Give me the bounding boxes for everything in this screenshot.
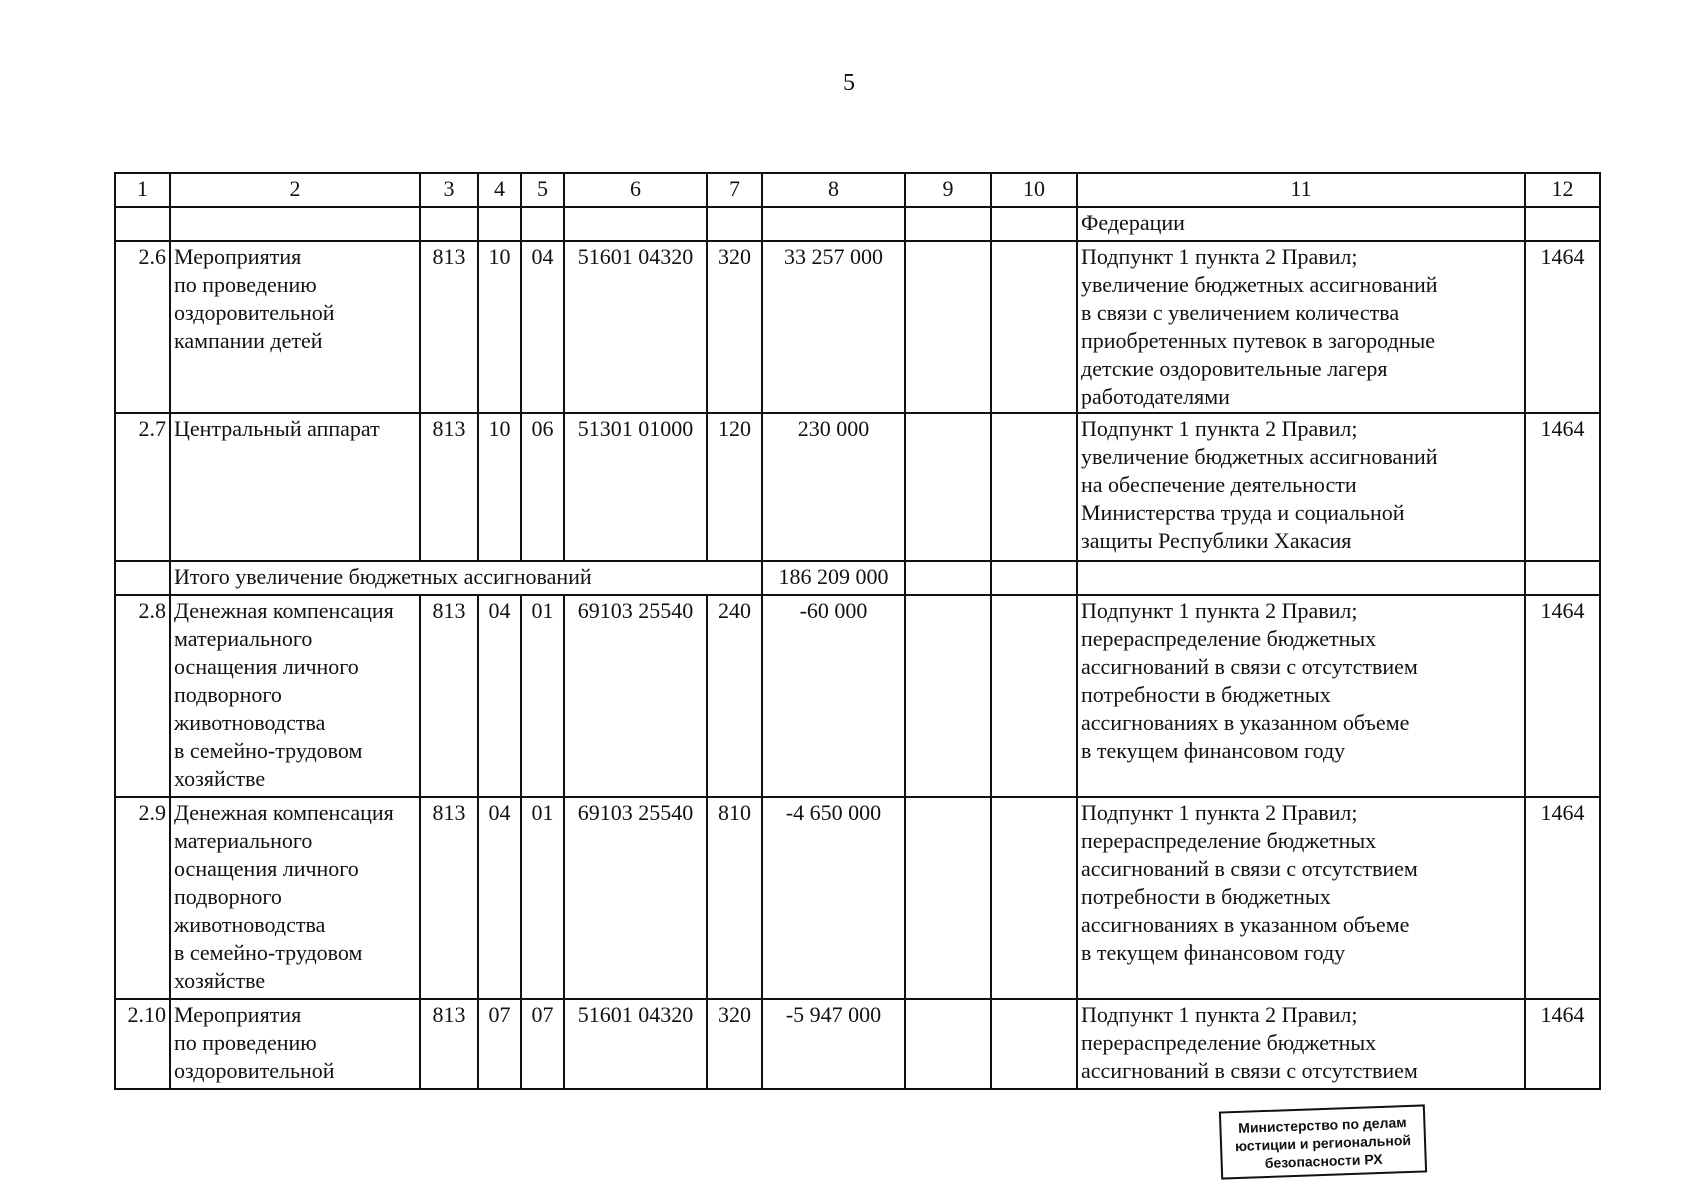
code-cell: 04	[521, 241, 564, 413]
cell	[115, 561, 170, 595]
header-cell: 1	[115, 173, 170, 207]
amount-cell: -60 000	[762, 595, 905, 797]
cell	[420, 207, 478, 241]
table-row	[115, 595, 1600, 797]
code-cell: 320	[707, 999, 762, 1089]
table-row	[115, 797, 1600, 999]
code-cell: 813	[420, 999, 478, 1089]
code-cell: 120	[707, 413, 762, 561]
item-name: Денежная компенсация материального оснащения личного подворного животноводства в семейно-трудовом хозяйстве	[170, 595, 420, 797]
header-cell: 3	[420, 173, 478, 207]
header-cell: 4	[478, 173, 521, 207]
cell	[905, 999, 991, 1089]
basis-cell: Подпункт 1 пункта 2 Правил; увеличение бюджетных ассигнований на обеспечение деятельности Министерства труда и социальной защиты Республики Хакасия	[1077, 413, 1525, 561]
cell	[905, 207, 991, 241]
code-cell: 04	[478, 797, 521, 999]
code-cell: 10	[478, 241, 521, 413]
cell	[170, 207, 420, 241]
code-cell: 07	[478, 999, 521, 1089]
cell	[991, 207, 1077, 241]
code-cell: 01	[521, 797, 564, 999]
amount-cell: -4 650 000	[762, 797, 905, 999]
total-amount: 186 209 000	[762, 561, 905, 595]
amount-cell: 230 000	[762, 413, 905, 561]
header-cell: 5	[521, 173, 564, 207]
cell	[1525, 207, 1600, 241]
cell	[991, 797, 1077, 999]
code-cell: 1464	[1525, 241, 1600, 413]
item-name: Центральный аппарат	[170, 413, 420, 561]
amount-cell: 33 257 000	[762, 241, 905, 413]
code-cell: 06	[521, 413, 564, 561]
code-cell: 1464	[1525, 999, 1600, 1089]
cell	[564, 207, 707, 241]
code-cell: 813	[420, 241, 478, 413]
cell	[762, 207, 905, 241]
cell	[478, 207, 521, 241]
code-cell: 51601 04320	[564, 241, 707, 413]
basis-cell: Подпункт 1 пункта 2 Правил; перераспределение бюджетных ассигнований в связи с отсутствием потребности в бюджетных ассигнованиях в указанном объеме в текущем финансовом году	[1077, 595, 1525, 797]
table-row	[115, 413, 1600, 561]
cell	[905, 561, 991, 595]
code-cell: 07	[521, 999, 564, 1089]
header-cell: 7	[707, 173, 762, 207]
code-cell: 69103 25540	[564, 797, 707, 999]
amount-cell: -5 947 000	[762, 999, 905, 1089]
cell	[707, 207, 762, 241]
code-cell: 01	[521, 595, 564, 797]
header-cell: 10	[991, 173, 1077, 207]
header-cell: 2	[170, 173, 420, 207]
basis-cell: Федерации	[1077, 207, 1525, 241]
header-cell: 6	[564, 173, 707, 207]
cell	[905, 241, 991, 413]
cell	[905, 797, 991, 999]
code-cell: 51301 01000	[564, 413, 707, 561]
basis-cell: Подпункт 1 пункта 2 Правил; перераспределение бюджетных ассигнований в связи с отсутствием потребности в бюджетных ассигнованиях в указанном объеме в текущем финансовом году	[1077, 797, 1525, 999]
header-cell: 9	[905, 173, 991, 207]
cell	[991, 413, 1077, 561]
table-row	[115, 241, 1600, 413]
header-cell: 8	[762, 173, 905, 207]
cell	[905, 413, 991, 561]
code-cell: 240	[707, 595, 762, 797]
code-cell: 1464	[1525, 413, 1600, 561]
row-number: 2.10	[115, 999, 170, 1089]
total-label: Итого увеличение бюджетных ассигнований	[170, 561, 762, 595]
code-cell: 04	[478, 595, 521, 797]
cell	[1525, 561, 1600, 595]
table-row	[115, 999, 1600, 1089]
code-cell: 320	[707, 241, 762, 413]
item-name: Денежная компенсация материального оснащения личного подворного животноводства в семейно-трудовом хозяйстве	[170, 797, 420, 999]
continuation-row	[115, 207, 1600, 241]
cell	[991, 561, 1077, 595]
cell	[991, 241, 1077, 413]
cell	[991, 595, 1077, 797]
code-cell: 813	[420, 595, 478, 797]
cell	[115, 207, 170, 241]
code-cell: 813	[420, 413, 478, 561]
code-cell: 810	[707, 797, 762, 999]
item-name: Мероприятия по проведению оздоровительной кампании детей	[170, 241, 420, 413]
code-cell: 69103 25540	[564, 595, 707, 797]
page-number: 5	[843, 70, 855, 96]
budget-table	[114, 172, 1601, 1090]
header-cell: 11	[1077, 173, 1525, 207]
row-number: 2.8	[115, 595, 170, 797]
code-cell: 10	[478, 413, 521, 561]
code-cell: 1464	[1525, 595, 1600, 797]
basis-cell: Подпункт 1 пункта 2 Правил; перераспределение бюджетных ассигнований в связи с отсутствием	[1077, 999, 1525, 1089]
row-number: 2.7	[115, 413, 170, 561]
item-name: Мероприятия по проведению оздоровительной	[170, 999, 420, 1089]
cell	[905, 595, 991, 797]
cell	[521, 207, 564, 241]
total-row	[115, 561, 1600, 595]
row-number: 2.9	[115, 797, 170, 999]
row-number: 2.6	[115, 241, 170, 413]
code-cell: 51601 04320	[564, 999, 707, 1089]
code-cell: 1464	[1525, 797, 1600, 999]
header-row	[115, 173, 1600, 207]
ministry-stamp: Министерство по делам юстиции и региональной безопасности РХ	[1219, 1104, 1427, 1179]
basis-cell: Подпункт 1 пункта 2 Правил; увеличение бюджетных ассигнований в связи с увеличением количества приобретенных путевок в загородные детские оздоровительные лагеря работодателями	[1077, 241, 1525, 413]
header-cell: 12	[1525, 173, 1600, 207]
cell	[1077, 561, 1525, 595]
cell	[991, 999, 1077, 1089]
code-cell: 813	[420, 797, 478, 999]
